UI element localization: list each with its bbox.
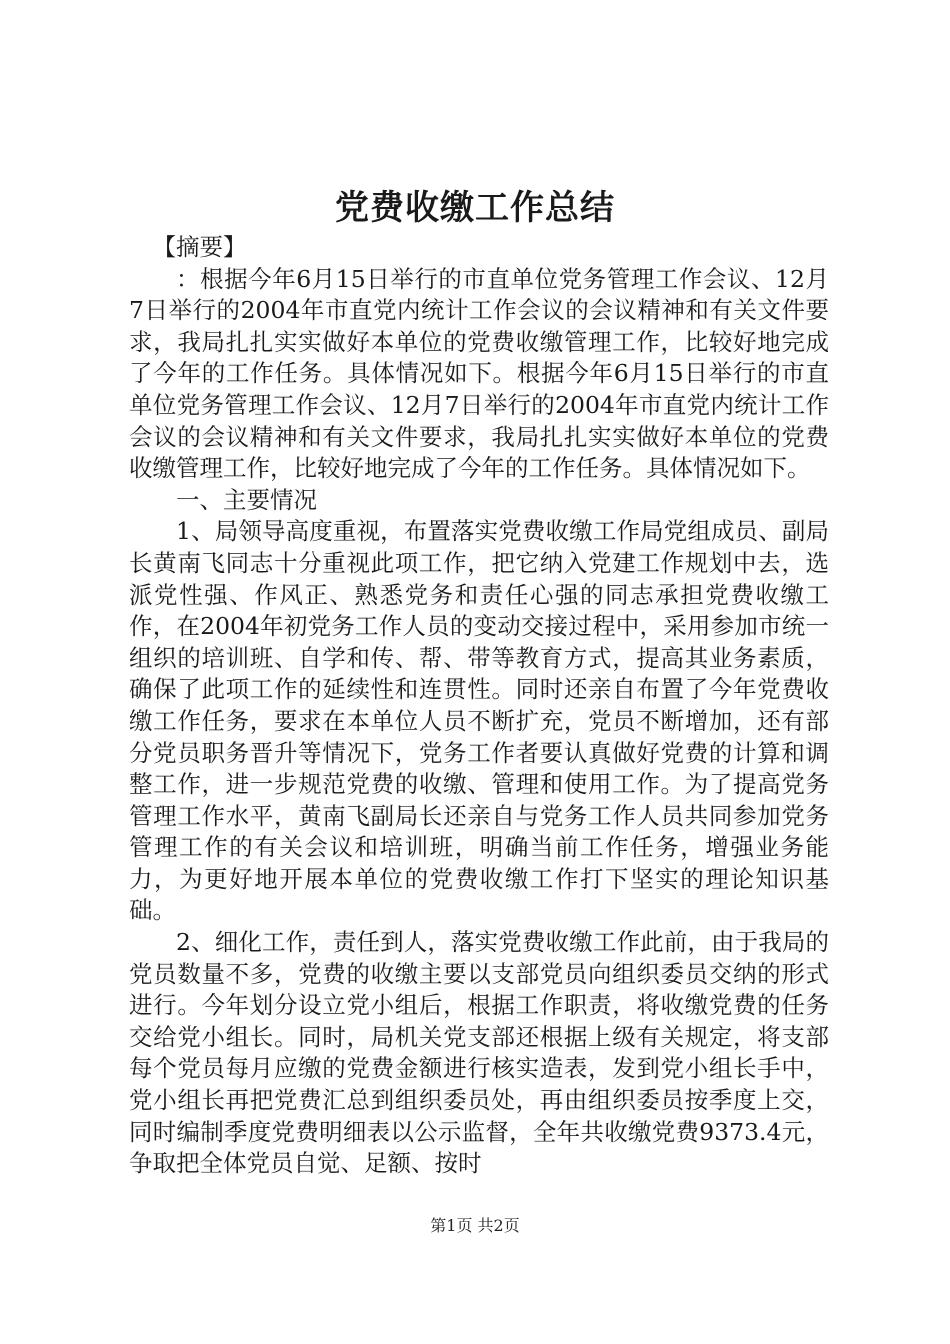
- document-body: [129, 232, 829, 1180]
- paragraph-2: 2、细化工作，责任到人，落实党费收缴工作此前，由于我局的党员数量不多，党费的收缴主要以支部党员向组织委员交纳的形式进行。今年划分设立党小组后，根据工作职责，将收缴党费的任务交给党小组长。同时，局机关党支部还根据上级有关规定，将支部每个党员每月应缴的党费金额进行核实造表，发到党小组长手中，党小组长再把党费汇总到组织委员处，再由组织委员按季度上交，同时编制季度党费明细表以公示监督，全年共收缴党费9373.4元，争取把全体党员自觉、足额、按时: [129, 928, 829, 1178]
- paragraph-1: 1、局领导高度重视，布置落实党费收缴工作局党组成员、副局长黄南飞同志十分重视此项工作，把它纳入党建工作规划中去，选派党性强、作风正、熟悉党务和责任心强的同志承担党费收缴工作，在2004年初党务工作人员的变动交接过程中，采用参加市统一组织的培训班、自学和传、帮、带等教育方式，提高其业务素质，确保了此项工作的延续性和连贯性。同时还亲自布置了今年党费收缴工作任务，要求在本单位人员不断扩充，党员不断增加，还有部分党员职务晋升等情况下，党务工作者要认真做好党费的计算和调整工作，进一步规范党费的收缴、管理和使用工作。为了提高党务管理工作水平，黄南飞副局长还亲自与党务工作人员共同参加党务管理工作的有关会议和培训班，明确当前工作任务，增强业务能力，为更好地开展本单位的党费收缴工作打下坚实的理论知识基础。: [129, 517, 829, 925]
- document-title: 党费收缴工作总结: [335, 188, 615, 228]
- section-heading: 一、主要情况: [176, 485, 317, 514]
- paragraph-summary: ：根据今年6月15日举行的市直单位党务管理工作会议、12月7日举行的2004年市直党内统计工作会议的会议精神和有关文件要求，我局扎扎实实做好本单位的党费收缴管理工作，比较好地完成了今年的工作任务。具体情况如下。根据今年6月15日举行的市直单位党务管理工作会议、12月7日举行的2004年市直党内统计工作会议的会议精神和有关文件要求，我局扎扎实实做好本单位的党费收缴管理工作，比较好地完成了今年的工作任务。具体情况如下。: [129, 264, 829, 483]
- page-indicator: 第1页 共2页: [430, 1216, 520, 1235]
- summary-label: 【摘要】: [152, 233, 247, 261]
